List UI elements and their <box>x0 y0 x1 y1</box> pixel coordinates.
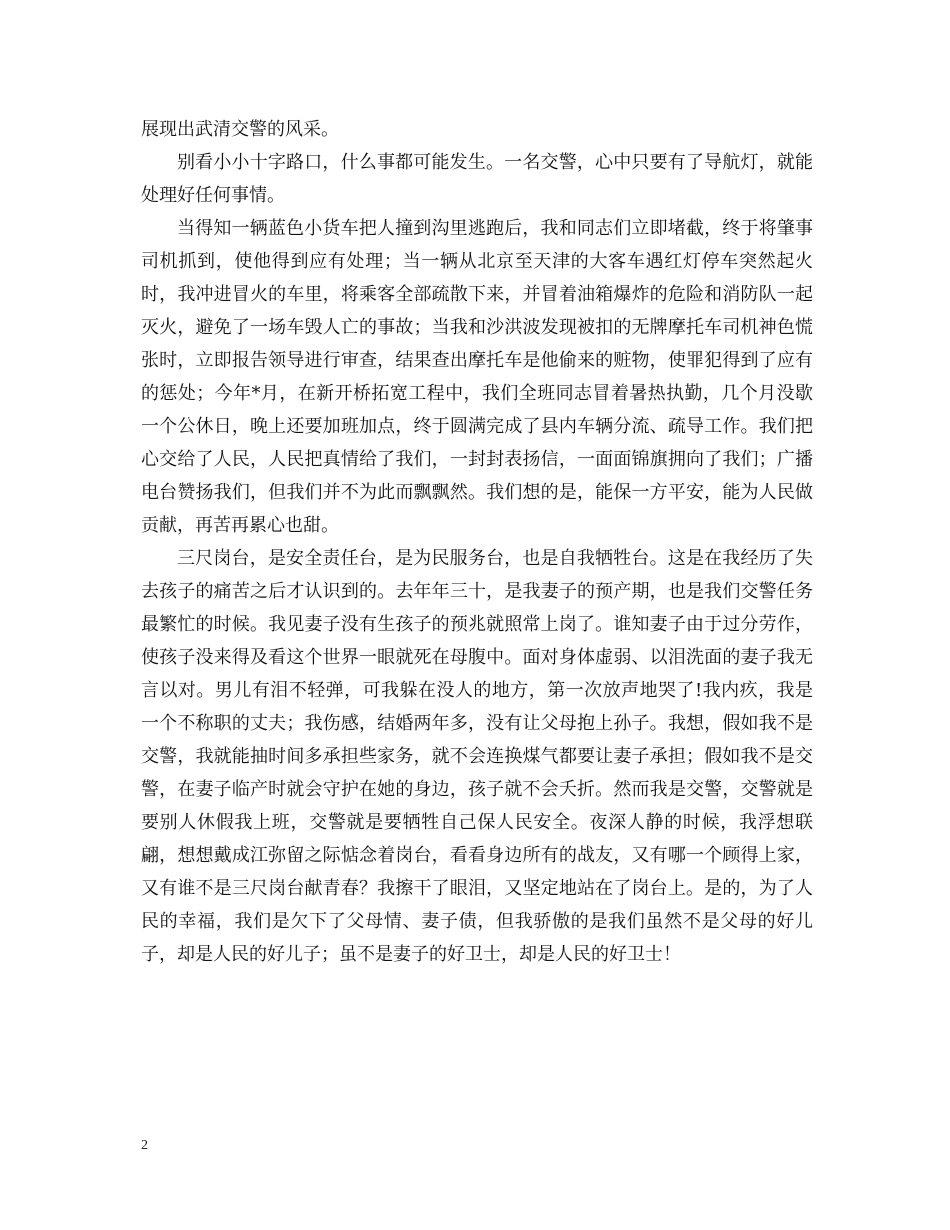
paragraph-incidents: 当得知一辆蓝色小货车把人撞到沟里逃跑后，我和同志们立即堵截，终于将肇事司机抓到，使他得到应有处理；当一辆从北京至天津的大客车遇红灯停车突然起火时，我冲进冒火的车里，将乘客全部疏散下来，并冒着油箱爆炸的危险和消防队一起灭火，避免了一场车毁人亡的事故；当我和沙洪波发现被扣的无牌摩托车司机神色慌张时，立即报告领导进行审查，结果查出摩托车是他偷来的赃物，使罪犯得到了应有的惩处；今年*月，在新开桥拓宽工程中，我们全班同志冒着暑热执勤，几个月没歇一个公休日，晚上还要加班加点，终于圆满完成了县内车辆分流、疏导工作。我们把心交给了人民，人民把真情给了我们，一封封表扬信，一面面锦旗拥向了我们；广播电台赞扬我们，但我们并不为此而飘飘然。我们想的是，能保一方平安，能为人民做贡献，再苦再累心也甜。 <box>141 218 813 536</box>
body-text <box>141 113 813 971</box>
paragraph-sacrifice: 三尺岗台，是安全责任台，是为民服务台，也是自我牺牲台。这是在我经历了失去孩子的痛苦之后才认识到的。去年年三十，是我妻子的预产期，也是我们交警任务最繁忙的时候。我见妻子没有生孩子的预兆就照常上岗了。谁知妻子由于过分劳作，使孩子没来得及看这个世界一眼就死在母腹中。面对身体虚弱、以泪洗面的妻子我无言以对。男儿有泪不轻弹，可我躲在没人的地方，第一次放声地哭了!我内疚，我是一个不称职的丈夫；我伤感，结婚两年多，没有让父母抱上孙子。我想，假如我不是交警，我就能抽时间多承担些家务，就不会连换煤气都要让妻子承担；假如我不是交警，在妻子临产时就会守护在她的身边，孩子就不会夭折。然而我是交警，交警就是要别人休假我上班，交警就是要牺牲自己保人民安全。夜深人静的时候，我浮想联翩，想想戴成江弥留之际惦念着岗台，看看身边所有的战友，又有哪一个顾得上家，又有谁不是三尺岗台献青春？我擦干了眼泪，又坚定地站在了岗台上。是的，为了人民的幸福，我们是欠下了父母情、妻子债，但我骄傲的是我们虽然不是父母的好儿子，却是人民的好儿子；虽不是妻子的好卫士，却是人民的好卫士！ <box>141 548 813 965</box>
paragraph-continuation: 展现出武清交警的风采。 <box>141 119 339 140</box>
paragraph-crossroad: 别看小小十字路口，什么事都可能发生。一名交警，心中只要有了导航灯，就能处理好任何事情。 <box>141 152 813 206</box>
page-number: 2 <box>141 1138 148 1153</box>
